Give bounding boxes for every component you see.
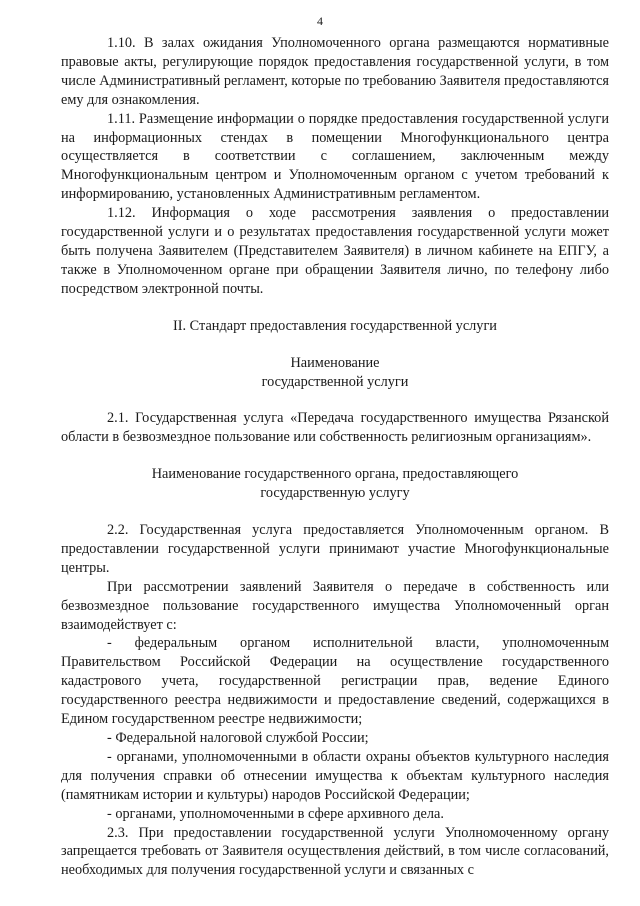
list-item: - органами, уполномоченными в области охраны объектов культурного наследия для получения справки об отнесении имущества к объектам культурного наследия (памятникам истории и культуры) народов Российской Федерации; (61, 748, 609, 803)
heading-service-name-line2: государственной услуги (261, 373, 409, 390)
list-item: - федеральным органом исполнительной власти, уполномоченным Правительством Российской Федерации на осуществление государственного кадастрового учета, государственной регистрации прав, ведение Единого государственного реестра недвижимости и предоставление сведений, содержащихся в Едином государственном реестре недвижимости; (61, 635, 609, 728)
paragraph-2-2: 2.2. Государственная услуга предоставляется Уполномоченным органом. В предоставлении государственной услуги принимают участие Многофункциональные центры. (61, 522, 609, 576)
heading-service-name-line1: Наименование (290, 354, 380, 371)
paragraph-1-12: 1.12. Информация о ходе рассмотрения заявления о предоставлении государственной услуги и о результатах предоставления государственной услуги может быть получена Заявителем (Представителем Заявителя) в личном кабинете на ЕПГУ, а также в Уполномоченном органе при обращении Заявителя лично, по телефону либо посредством электронной почты. (61, 205, 609, 297)
heading-authority-line2: государственную услугу (260, 485, 410, 502)
paragraph-1-10: 1.10. В залах ожидания Уполномоченного органа размещаются нормативные правовые акты, регулирующие порядок предоставления государственной услуги, в том числе Административный регламент, которые по требованию Заявителя предоставляются ему для ознакомления. (61, 35, 609, 108)
section-title: II. Стандарт предоставления государственной услуги (173, 317, 497, 334)
heading-authority-line1: Наименование государственного органа, предоставляющего (151, 466, 519, 483)
paragraph-interaction: При рассмотрении заявлений Заявителя о передаче в собственность или безвозмездное пользование государственного имущества Уполномоченный орган взаимодействует с: (61, 578, 609, 633)
list-item: - Федеральной налоговой службой России; (107, 730, 369, 746)
document-body (61, 0, 609, 880)
paragraph-2-1: 2.1. Государственная услуга «Передача государственного имущества Рязанской области в безвозмездное пользование или собственность религиозным организациям». (61, 410, 609, 446)
paragraph-1-11: 1.11. Размещение информации о порядке предоставления государственной услуги на информационных стендах в помещении Многофункционального центра осуществляется в соответствии с соглашением, заключенным между Многофункциональным центром и Уполномоченным органом с учетом требований к информированию, установленных Административным регламентом. (61, 110, 609, 203)
page-number: 4 (317, 14, 323, 28)
paragraph-2-3: 2.3. При предоставлении государственной услуги Уполномоченному органу запрещается требовать от Заявителя осуществления действий, в том числе согласований, необходимых для получения государственной услуги и связанных с (61, 824, 609, 879)
list-item: - органами, уполномоченными в сфере архивного дела. (107, 805, 444, 822)
